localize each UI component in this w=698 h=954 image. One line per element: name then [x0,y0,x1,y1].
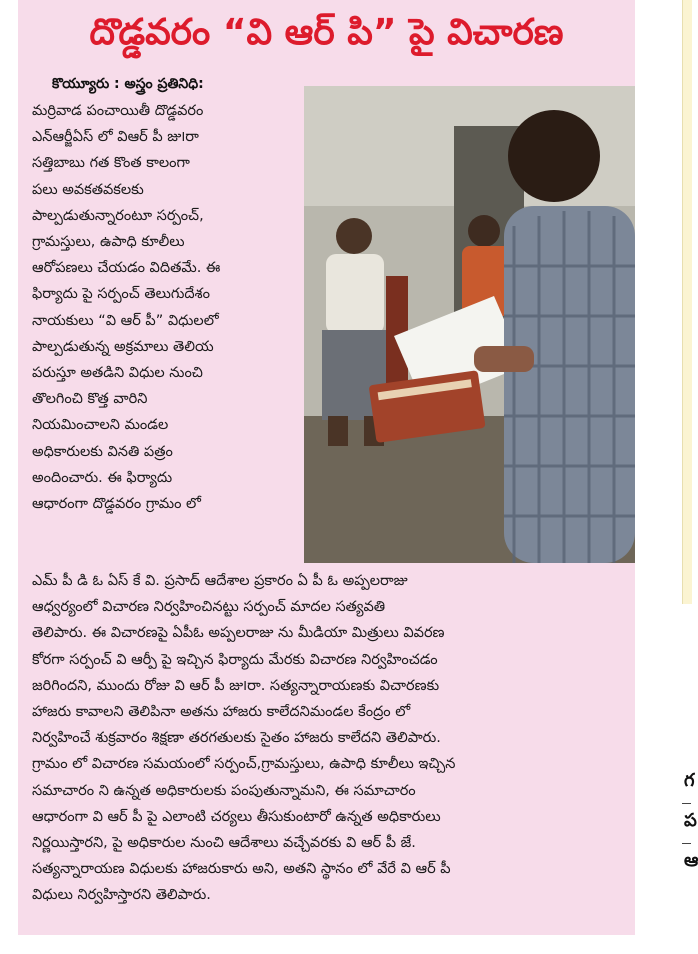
text-line: పలు అవకతవకలకు [32,181,144,198]
text-line: గ్రామం లో విచారణ సమయంలో సర్పంచ్,గ్రామస్తులు, ఉపాధి కూలీలు ఇచ్చిన [32,756,456,773]
text-line: పరుస్తూ అతడిని విధుల నుంచి [32,365,203,382]
adjacent-letter: ఆ [684,850,698,871]
text-line: తొలగించి కొత్త వారిని [32,391,148,408]
text-line: మర్రివాడ పంచాయితీ దొడ్డవరం [32,103,204,119]
text-line: సత్యన్నారాయణ విధులకు హాజరుకారు అని, అతని స్థానం లో వేరే వి ఆర్ పీ [32,861,451,878]
text-line: ఎమ్ పీ డి ఓ ఏస్ కే వి. ప్రసాద్ ఆదేశాల ప్రకారం ఏ పీ ఓ అప్పలరాజు [32,573,408,589]
text-line: నాయకులు “వి ఆర్ పీ” విధులలో [32,312,219,329]
text-line: కోరగా సర్పంచ్ వి ఆర్పీ పై ఇచ్చిన ఫిర్యాదు మేరకు విచారణ నిర్వహించడం [32,651,438,668]
text-line: గ్రామస్తులు, ఉపాధి కూలీలు [32,234,185,251]
text-line: అందించారు. ఈ ఫిర్యాదు [32,469,173,486]
text-line: ఆధారంగా దొడ్డవరం గ్రామం లో [32,496,201,513]
text-line: అధికారులకు వినతి పత్రం [32,443,173,460]
article-left-column [32,98,307,517]
text-line: ఆరోపణలు చేయడం విదితమే. ఈ [32,260,221,277]
text-line: సత్తిబాబు గత కొంత కాలంగా [32,155,190,172]
text-line: ఆధ్వర్యంలో విచారణ నిర్వహించినట్టు సర్పంచ్ మాదల సత్యవతి [32,599,386,616]
text-line: నిర్ణయిస్తారని, పై అధికారుల నుంచి ఆదేశాలు వచ్చేవరకు వి ఆర్ పీ జే. [32,835,416,852]
adjacent-letter: ప [684,810,697,831]
article-photo [304,86,635,563]
text-line: ఆధారంగా వి ఆర్ పీ పై ఎలాంటి చర్యలు తీసుకుంటారో ఉన్నత అధికారులు [32,808,441,825]
divider [682,843,691,844]
article-full-width-text [32,568,632,909]
byline: కొయ్యూరు : అస్త్రం ప్రతినిధి: [52,76,204,92]
text-line: పాల్పడుతున్న అక్రమాలు తెలియ [32,338,214,355]
text-line: నియమించాలని మండల [32,417,169,434]
photo-illustration [304,86,635,563]
text-line: విధులు నిర్వహిస్తారని తెలిపారు. [32,887,211,904]
adjacent-article-panel [682,0,692,604]
adjacent-letter: గ [684,770,695,791]
headline: దొడ్డవరం “వి ఆర్ పి” పై విచారణ [89,12,564,53]
text-line: సమాచారం ని ఉన్నత అధికారులకు పంపుతున్నామని, ఈ సమాచారం [32,782,416,799]
divider [682,803,691,804]
text-line: నిర్వహించే శుక్రవారం శిక్షణా తరగతులకు సైతం హాజరు కాలేదని తెలిపారు. [32,730,441,747]
text-line: జరిగిందని, ముందు రోజు వి ఆర్ పీ జు౹రా. సత్యన్నారాయణకు విచారణకు [32,677,440,694]
text-line: పాల్పడుతున్నారంటూ సర్పంచ్, [32,207,204,224]
text-line: హాజరు కావాలని తెలిపినా అతను హాజరు కాలేదనిమండల కేంద్రం లో [32,704,411,721]
text-line: ఎన్ఆర్జీఏస్ లో విఆర్ పీ జు౹రా [32,129,199,146]
text-line: తెలిపారు. ఈ విచారణపై ఏపీఓ అప్పలరాజు ను మీడియా మిత్రులు వివరణ [32,625,445,642]
text-line: ఫిర్యాదు పై సర్పంచ్ తెలుగుదేశం [32,286,210,303]
news-article [18,0,635,935]
